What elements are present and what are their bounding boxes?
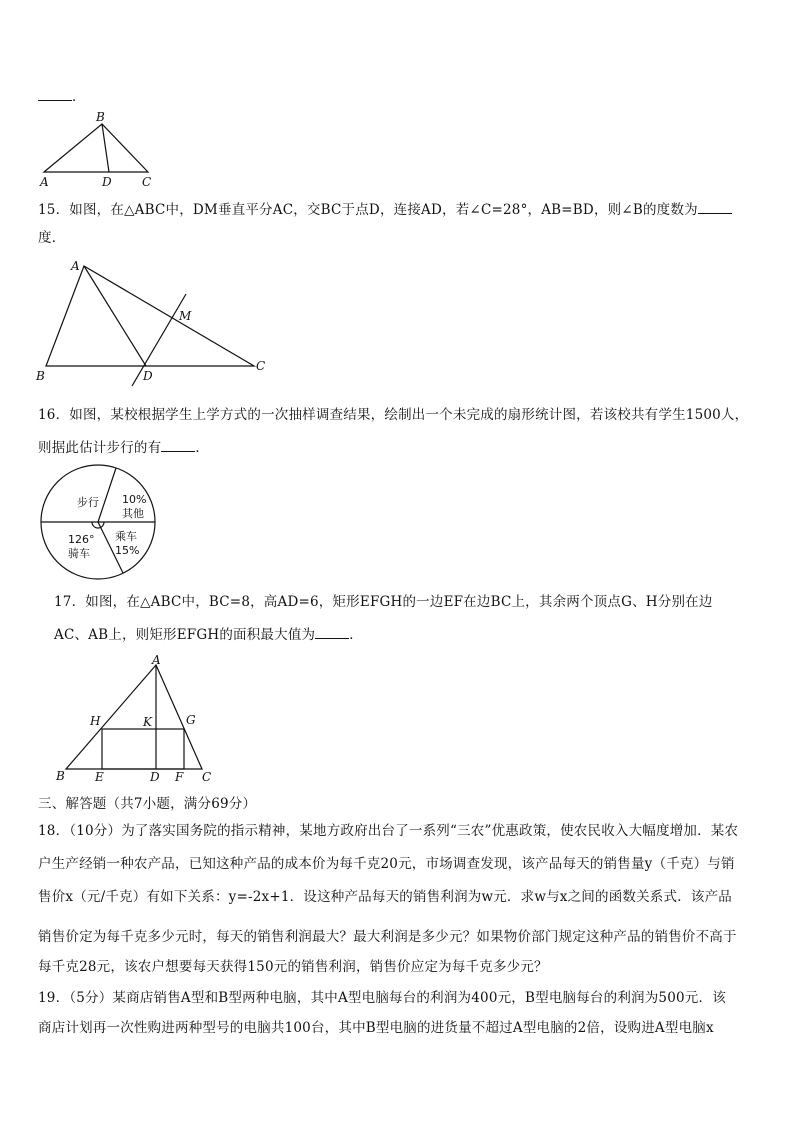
label-h-17: H	[90, 714, 101, 728]
q18-line2: 户生产经销一种农产品，已知这种产品的成本价为每千克20元，市场调查发现，该产品每天的销售量y（千克）与销	[38, 856, 735, 872]
pie-label-bike: 骑车	[68, 547, 90, 560]
label-g-17: G	[186, 713, 196, 727]
figure-17-triangle	[52, 651, 222, 785]
label-f-17: F	[175, 770, 184, 784]
label-c-17: C	[202, 770, 212, 784]
q18-line3: 售价x（元/千克）有如下关系：y=-2x+1．设这种产品每天的销售利润为w元．求w与x之间的函数关系式．该产品	[38, 889, 732, 905]
q16-text-2: 则据此估计步行的有	[38, 440, 162, 456]
q14-answer-line	[38, 86, 86, 106]
triangle-abc-15	[46, 266, 254, 366]
q17-answer-blank	[315, 624, 349, 639]
q19-line1: 19．（5分）某商店销售A型和B型两种电脑，其中A型电脑每台的利润为400元，B型电脑每台的利润为500元．该	[38, 990, 726, 1006]
q15-line1	[38, 199, 732, 219]
label-c-15: C	[256, 359, 266, 373]
q17-text-2: AC、AB上，则矩形EFGH的面积最大值为	[54, 627, 316, 643]
q19-line2: 商店计划再一次性购进两种型号的电脑共100台，其中B型电脑的进货量不超过A型电脑的2倍，设购进A型电脑x	[38, 1020, 714, 1036]
q16-tail: ．	[195, 440, 210, 456]
triangle-abc-14	[44, 124, 148, 172]
q17-tail: ．	[349, 627, 363, 643]
q15-answer-blank	[698, 199, 732, 214]
q18-line1: 18．（10分）为了落实国务院的指示精神，某地方政府出台了一系列“三农”优惠政策，使农民收入大幅度增加．某农	[38, 823, 739, 839]
q18-line5: 每千克28元，该农户想要每天获得150元的销售利润，销售价应定为每千克多少元？	[38, 959, 548, 975]
rectangle-efgh-17	[102, 729, 184, 769]
label-c-14: C	[142, 175, 152, 189]
q15-text: 15．如图，在△ABC中，DM垂直平分AC，交BC于点D，连接AD，若∠C=28°，AB=BD，则∠B的度数为	[38, 202, 698, 218]
q17-line1	[54, 593, 713, 611]
label-b-14: B	[96, 110, 105, 124]
label-a-15: A	[71, 259, 80, 273]
triangle-abc-17	[66, 665, 202, 769]
q18-line4: 销售价定为每千克多少元时，每天的销售利润最大？最大利润是多少元？如果物价部门规定这种产品的销售价不高于	[38, 929, 737, 945]
label-e-17: E	[95, 770, 104, 784]
figure-14-triangle	[36, 108, 160, 190]
pie-divider-other	[98, 468, 116, 522]
q17-line2	[54, 624, 363, 644]
line-dm-15	[132, 294, 186, 386]
q14-answer-blank	[38, 86, 72, 101]
q15-text-2: 度．	[38, 230, 66, 246]
section-3-title: 三、解答题（共7小题，满分69分）	[38, 796, 257, 812]
pie-chart-16	[40, 463, 158, 581]
label-a-17: A	[152, 653, 161, 667]
label-m-15: M	[179, 309, 192, 323]
q14-tail: ．	[72, 89, 86, 105]
q16-text: 16．如图，某校根据学生上学方式的一次抽样调查结果，绘制出一个未完成的扇形统计图，若该校共有学生1500人，	[38, 407, 749, 423]
label-k-17: K	[143, 715, 152, 729]
q15-line2	[38, 229, 65, 247]
segment-ad-15	[84, 266, 146, 366]
q17-text: 17．如图，在△ABC中，BC=8，高AD=6，矩形EFGH的一边EF在边BC上，其余两个顶点G、H分别在边	[54, 594, 713, 610]
label-d-17: D	[150, 770, 160, 784]
q16-line1	[38, 406, 748, 424]
segment-bd-14	[102, 124, 109, 172]
q16-answer-blank	[161, 437, 195, 452]
pie-value-other: 10%	[122, 493, 147, 506]
label-b-17: B	[56, 769, 65, 783]
label-d-14: D	[102, 175, 112, 189]
label-d-15: D	[143, 369, 153, 383]
label-b-15: B	[36, 369, 45, 383]
figure-15-triangle	[36, 254, 276, 390]
q16-line2	[38, 437, 209, 457]
pie-label-other: 其他	[122, 507, 144, 520]
pie-label-walk: 步行	[77, 496, 99, 509]
pie-label-ride: 乘车	[115, 530, 137, 543]
pie-value-bike: 126°	[68, 533, 95, 546]
pie-value-ride: 15%	[115, 544, 140, 557]
label-a-14: A	[40, 175, 49, 189]
